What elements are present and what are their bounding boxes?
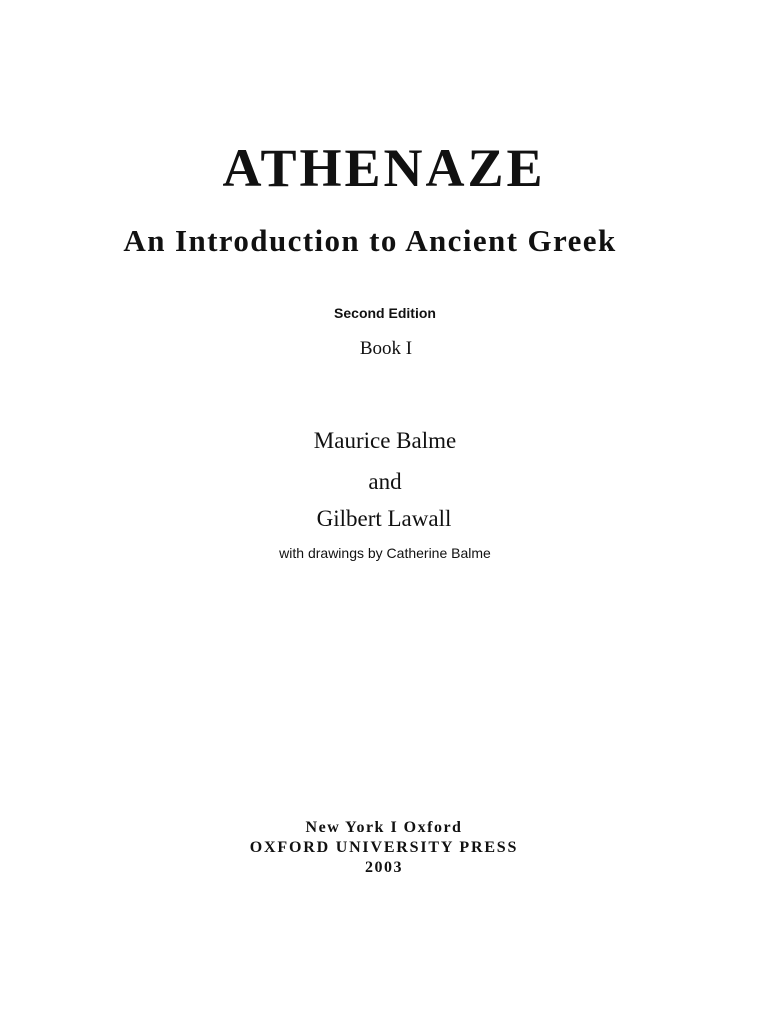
illustrator-credit: with drawings by Catherine Balme <box>279 545 491 561</box>
first-author: Maurice Balme <box>313 428 457 453</box>
publisher-name: OXFORD UNIVERSITY PRESS <box>249 839 519 856</box>
second-author: Gilbert Lawall <box>316 506 452 531</box>
book-subtitle: An Introduction to Ancient Greek <box>123 223 617 258</box>
book-title: ATHENAZE <box>222 138 546 198</box>
volume-label: Book I <box>359 338 413 359</box>
author-conjunction: and <box>368 469 402 494</box>
publication-place: New York I Oxford <box>305 819 463 836</box>
publication-year: 2003 <box>365 859 403 876</box>
edition-label: Second Edition <box>334 305 436 321</box>
